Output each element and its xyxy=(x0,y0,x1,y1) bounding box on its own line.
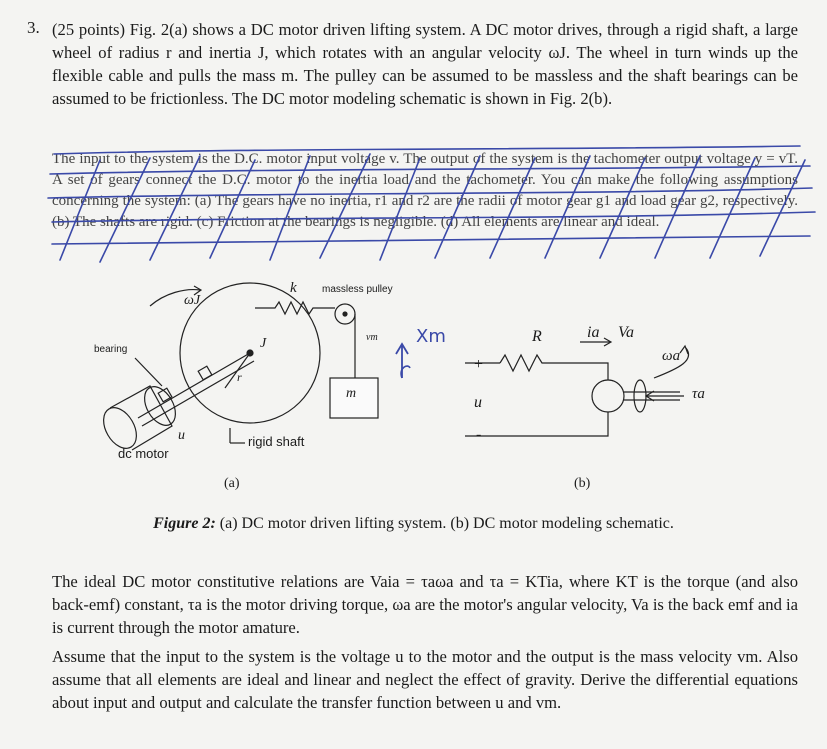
label-tau-a: τa xyxy=(692,386,705,402)
label-k: k xyxy=(290,280,297,296)
resistor-R xyxy=(500,355,580,371)
label-ia: ia xyxy=(587,324,600,341)
rigid-shaft xyxy=(138,353,250,418)
caption-label: Figure 2: xyxy=(153,515,216,532)
caption-text: (a) DC motor driven lifting system. (b) DC motor modeling schematic. xyxy=(215,515,674,532)
label-vm: vm xyxy=(366,332,378,343)
label-bearing: bearing xyxy=(94,344,128,355)
question-number: 3. xyxy=(27,18,40,37)
constitutive-relations: The ideal DC motor constitutive relations are Vaia = τaωa and τa = KTia, where KT is the torque (and also back-emf) constant, τa is the motor driving torque, ωa are the motor's angular velocity, Va is the back emf and ia is current through the motor amature. xyxy=(52,572,798,637)
label-plus: + xyxy=(474,356,484,373)
spring-k xyxy=(255,302,335,314)
label-omega-a: ωa xyxy=(662,348,681,364)
question-intro: (25 points) Fig. 2(a) shows a DC motor driven lifting system. A DC motor drives, through a rigid shaft, a large wheel of radius r and inertia J, which rotates with an angular velocity ωJ. The wheel in turn winds up the flexible cable and pulls the mass m. The pulley can be assumed to be massless and the shaft bearings can be assumed to be frictionless. The DC motor modeling schematic is shown in Fig. 2(b). xyxy=(52,20,798,108)
figure-2 xyxy=(80,268,800,508)
label-minus: - xyxy=(476,426,482,443)
label-Va: Va xyxy=(618,324,634,341)
label-R: R xyxy=(532,328,542,345)
label-m: m xyxy=(346,386,357,401)
label-dc-motor: dc motor xyxy=(118,446,169,461)
motor-symbol xyxy=(592,380,624,412)
label-massless-pulley: massless pulley xyxy=(322,284,393,295)
label-sub-b: (b) xyxy=(574,476,591,491)
label-r: r xyxy=(237,370,242,384)
handwritten-xm: Xm xyxy=(416,326,446,347)
label-rigid-shaft: rigid shaft xyxy=(248,434,305,449)
label-omega-j: ωJ xyxy=(184,293,201,308)
task-statement: Assume that the input to the system is the voltage u to the motor and the output is the mass velocity vm. Also assume that all elements are ideal and linear and neglect the effect of gravity. Derive the differential equations about input and output and calculate the transfer function between u and vm. xyxy=(52,647,798,712)
label-J: J xyxy=(260,336,267,351)
figure-caption xyxy=(0,515,827,533)
label-u-right: u xyxy=(474,394,482,411)
label-sub-a: (a) xyxy=(224,476,240,491)
label-u-left: u xyxy=(178,428,185,443)
struck-out-paragraph: The input to the system is the D.C. motor input voltage v. The output of the system is the tachometer output voltage y = vT. A set of gears connect the D.C. motor to the inertia load and the tachometer. You can make the following assumptions concerning the system: (a) The gears have no inertia, r1 and r2 are the radii of motor gear g1 and load gear g2, respectively. (b) The shafts are rigid. (c) Friction at the bearings is negligible. (d) All elements are linear and ideal. xyxy=(52,151,798,230)
